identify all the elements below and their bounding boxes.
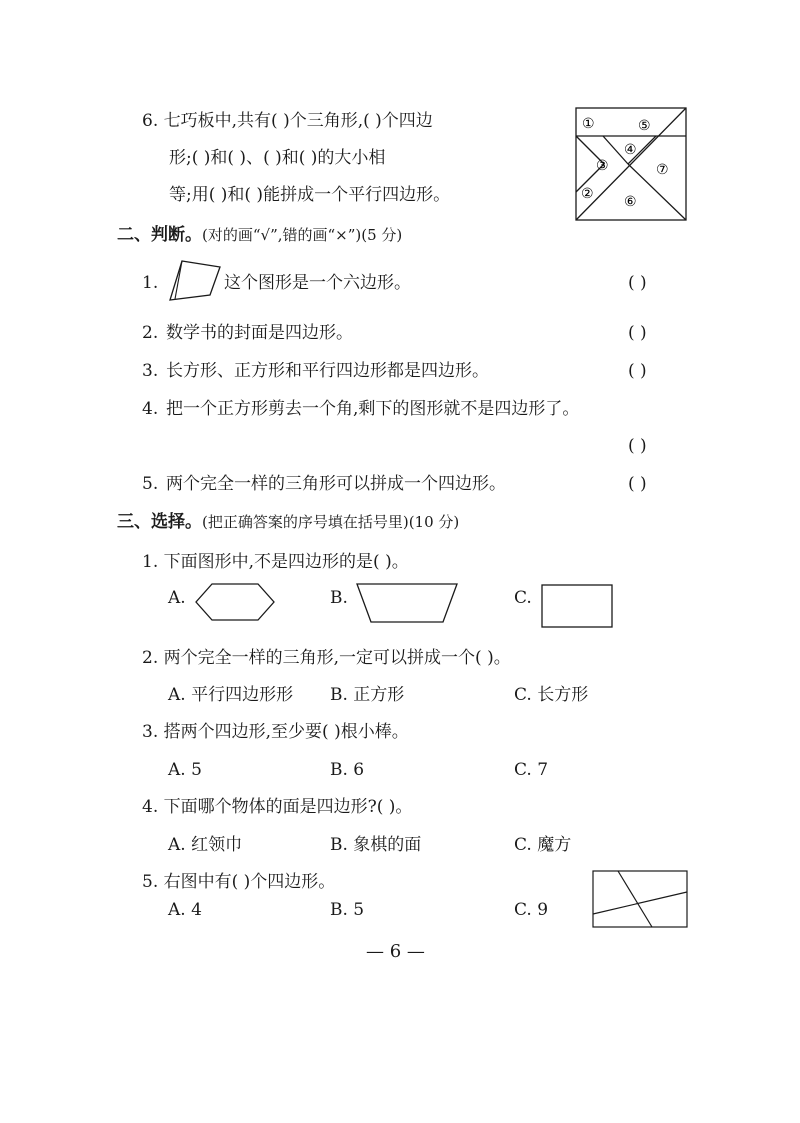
judge-2-num: 2. [142, 323, 159, 343]
choice-1-option-c: C. [514, 588, 532, 608]
choice-4-stem: 4. 下面哪个物体的面是四边形?( )。 [142, 797, 413, 817]
judge-1-paren: ( ) [628, 273, 647, 293]
judge-3-paren: ( ) [628, 361, 647, 381]
judge-3-text: 长方形、正方形和平行四边形都是四边形。 [166, 361, 489, 381]
hexagon-figure [194, 582, 276, 622]
section-3-note: (把正确答案的序号填在括号里)(10 分) [202, 513, 460, 531]
choice-2-option-b: B. 正方形 [330, 685, 405, 705]
section-2-heading [117, 223, 402, 247]
rectangle-figure [541, 584, 613, 628]
judge-4-num: 4. [142, 399, 159, 419]
section-3-heading [117, 510, 459, 534]
choice-4-option-b: B. 象棋的面 [330, 835, 422, 855]
choice-3-option-b: B. 6 [330, 760, 365, 780]
tangram-figure [576, 108, 686, 220]
judge-4-text: 把一个正方形剪去一个角,剩下的图形就不是四边形了。 [166, 399, 580, 419]
tangram-label-6: ⑥ [624, 194, 637, 210]
choice-2-option-a: A. 平行四边形形 [168, 685, 294, 705]
tangram-label-4: ④ [624, 142, 637, 158]
choice-3-option-c: C. 7 [514, 760, 549, 780]
judge-2-paren: ( ) [628, 323, 647, 343]
choice-1-stem: 1. 下面图形中,不是四边形的是( )。 [142, 552, 409, 572]
tangram-label-2: ② [581, 186, 594, 202]
judge-5-text: 两个完全一样的三角形可以拼成一个四边形。 [166, 474, 506, 494]
choice-1-option-a: A. [168, 588, 186, 608]
choice-3-stem: 3. 搭两个四边形,至少要( )根小棒。 [142, 722, 409, 742]
pentagon-figure [166, 259, 224, 303]
choice-1-option-b: B. [330, 588, 348, 608]
judge-2-text: 数学书的封面是四边形。 [166, 323, 353, 343]
quadrilateral-count-figure [592, 870, 688, 928]
tangram-label-7: ⑦ [656, 162, 669, 178]
choice-4-option-c: C. 魔方 [514, 835, 572, 855]
choice-5-stem: 5. 右图中有( )个四边形。 [142, 872, 336, 892]
choice-4-option-a: A. 红领巾 [168, 835, 243, 855]
judge-5-paren: ( ) [628, 474, 647, 494]
q6-line-1: 6. 七巧板中,共有( )个三角形,( )个四边 [142, 111, 433, 131]
judge-4-paren: ( ) [628, 436, 647, 456]
judge-1-text: 这个图形是一个六边形。 [224, 273, 411, 293]
choice-5-option-a: A. 4 [168, 900, 202, 920]
judge-5-num: 5. [142, 474, 159, 494]
section-2-note: (对的画“√”,错的画“×”)(5 分) [202, 226, 403, 244]
choice-5-option-b: B. 5 [330, 900, 365, 920]
trapezoid-figure [355, 582, 459, 624]
tangram-label-1: ① [582, 116, 595, 132]
choice-3-option-a: A. 5 [168, 760, 202, 780]
tangram-label-5: ⑤ [638, 118, 651, 134]
section-3-title: 三、选择。 [117, 512, 202, 532]
tangram-label-3: ③ [596, 158, 609, 174]
choice-2-option-c: C. 长方形 [514, 685, 589, 705]
q6-line-3: 等;用( )和( )能拼成一个平行四边形。 [169, 185, 451, 205]
q6-line-2: 形;( )和( )、( )和( )的大小相 [169, 148, 386, 168]
page-number: — 6 — [366, 941, 425, 962]
judge-3-num: 3. [142, 361, 159, 381]
choice-2-stem: 2. 两个完全一样的三角形,一定可以拼成一个( )。 [142, 648, 511, 668]
judge-1-num: 1. [142, 273, 159, 293]
choice-5-option-c: C. 9 [514, 900, 549, 920]
section-2-title: 二、判断。 [117, 225, 202, 245]
